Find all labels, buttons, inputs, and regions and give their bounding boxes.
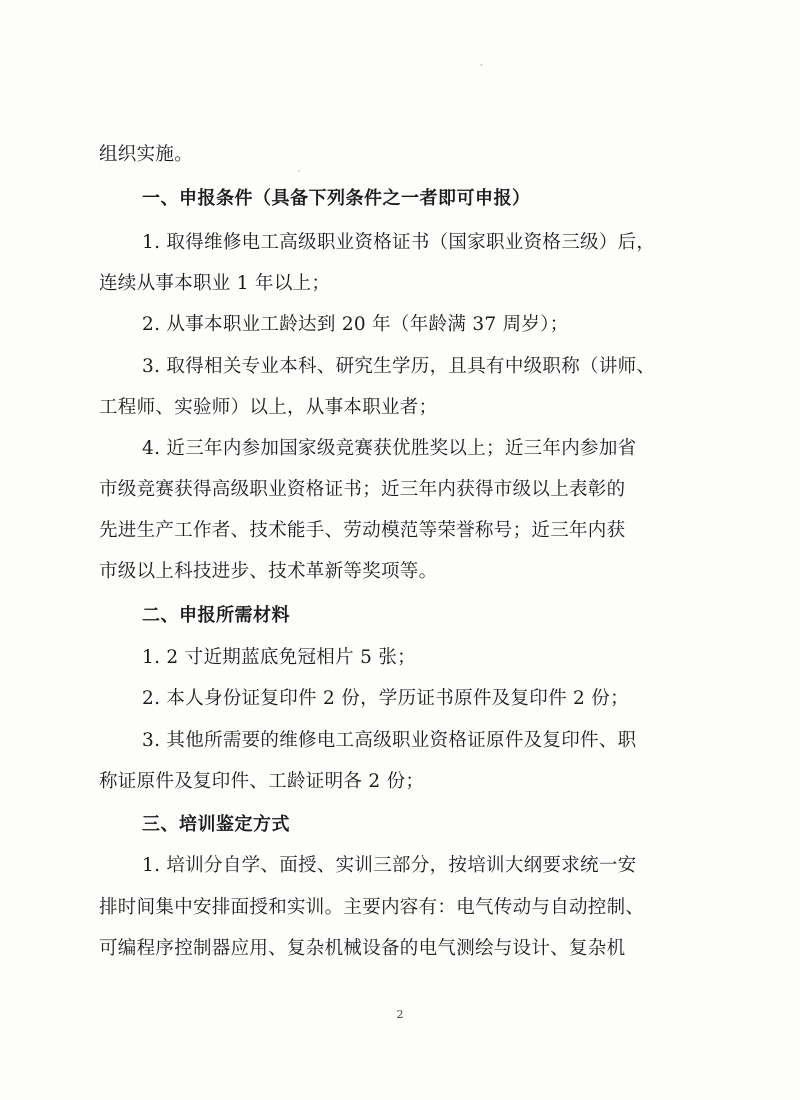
body-text-line: 2. 从事本职业工龄达到 20 年（年龄满 37 周岁）； [142, 314, 569, 335]
body-text-line: 先进生产工作者、技术能手、劳动模范等荣誉称号；近三年内获 [99, 520, 626, 541]
body-text-line: 可编程序控制器应用、复杂机械设备的电气测绘与设计、复杂机 [99, 938, 626, 959]
body-text-line: 3. 其他所需要的维修电工高级职业资格证原件及复印件、职 [142, 730, 637, 751]
body-text-line: 市级竞赛获得高级职业资格证书；近三年内获得市级以上表彰的 [99, 479, 626, 500]
body-text-line: 2. 本人身份证复印件 2 份，学历证书原件及复印件 2 份； [142, 688, 629, 709]
body-text-line: 组织实施。 [99, 144, 194, 165]
section-heading-application-conditions: 一、申报条件（具备下列条件之一者即可申报） [142, 188, 531, 209]
scan-speck [480, 64, 483, 66]
body-text-line: 排时间集中安排面授和实训。主要内容有：电气传动与自动控制、 [99, 897, 645, 918]
body-text-line: 工程师、实验师）以上，从事本职业者； [99, 397, 438, 418]
section-heading-required-materials: 二、申报所需材料 [142, 605, 290, 626]
section-heading-training-assessment: 三、培训鉴定方式 [142, 814, 290, 835]
body-text-line: 1. 取得维修电工高级职业资格证书（国家职业资格三级）后， [142, 232, 656, 253]
body-text-line: 3. 取得相关专业本科、研究生学历，且具有中级职称（讲师、 [142, 356, 656, 377]
body-text-line: 市级以上科技进步、技术革新等奖项等。 [99, 561, 438, 582]
page-number: 2 [396, 1008, 404, 1021]
body-text-line: 称证原件及复印件、工龄证明各 2 份； [99, 771, 425, 792]
body-text-line: 1. 培训分自学、面授、实训三部分，按培训大纲要求统一安 [142, 855, 637, 876]
body-text-line: 连续从事本职业 1 年以上； [99, 273, 331, 294]
body-text-line: 4. 近三年内参加国家级竞赛获优胜奖以上；近三年内参加省 [142, 438, 637, 459]
scan-speck [298, 170, 300, 172]
body-text-line: 1. 2 寸近期蓝底免冠相片 5 张； [142, 647, 416, 668]
